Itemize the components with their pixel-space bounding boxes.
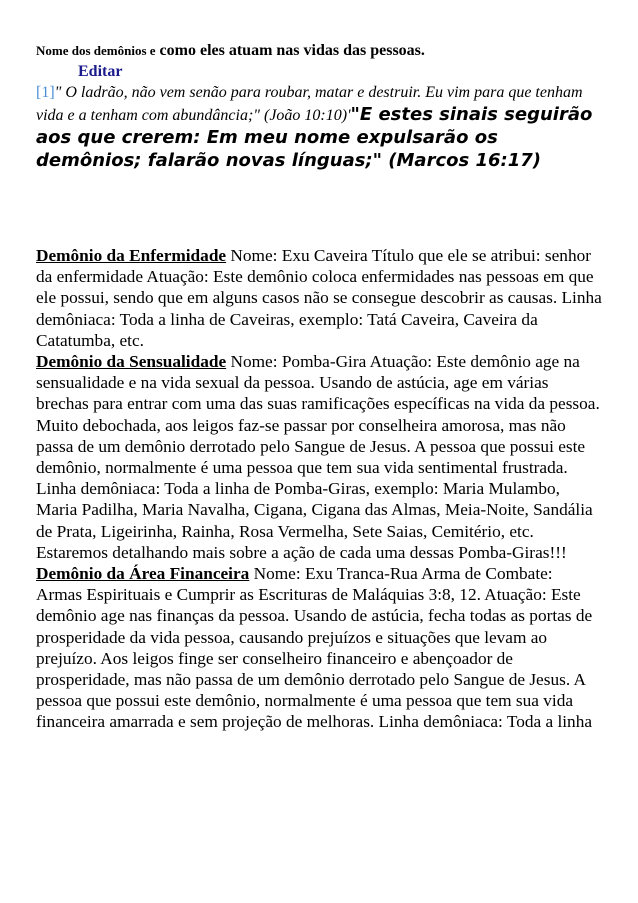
document-page (36, 40, 602, 733)
title-large-part: como eles atuam nas vidas das pessoas. (155, 42, 425, 59)
section-financeira (36, 563, 602, 733)
quote-italic-text: " O ladrão, não vem senão para roubar, matar e destruir. Eu vim para que tenham vida e a tenham com abundância;" (João 10:10)' (36, 84, 583, 124)
section-enfermidade (36, 245, 602, 351)
scripture-quote (36, 82, 602, 173)
page-title (36, 40, 602, 62)
section-title: Demônio da Sensualidade (36, 352, 227, 372)
section-title: Demônio da Enfermidade (36, 246, 227, 265)
edit-link[interactable]: Editar (78, 63, 123, 80)
section-title: Demônio da Área Financeira (36, 564, 250, 584)
sections-body (36, 245, 602, 733)
section-text: Nome: Exu Caveira Título que ele se atribui: senhor da enfermidade Atuação: Este demônio coloca enfermidades nas pessoas em que ele possui, sendo que em alguns casos não se consegue descobrir as causas. Linha demôniaca: Toda a linha de Caveiras, exemplo: Tatá Caveira, Caveira da Catatumba, etc. (36, 246, 602, 350)
reference-link[interactable]: [1] (36, 84, 55, 101)
spacer (36, 173, 602, 245)
title-small-part: Nome dos demônios e (36, 43, 156, 58)
section-text: Nome: Exu Tranca-Rua Arma de Combate: Armas Espirituais e Cumprir as Escrituras de Maláquias 3:8, 12. Atuação: Este demônio age nas finanças da pessoa. Usando de astúcia, fecha todas as portas de prosperidade da vida pessoa, causando prejuízos e situações que levam ao prejuízo. Aos leigos finge ser conselheiro financeiro e abençoador de prosperidade, mas não passa de um demônio derrotado pelo Sangue de Jesus. A pessoa que possui este demônio, normalmente é uma pessoa que tem sua vida financeira amarrada e sem projeção de melhoras. Linha demôniaca: Toda a linha (36, 564, 593, 732)
section-sensualidade (36, 351, 602, 563)
quote-bold-text: "E estes sinais seguirão aos que crerem: Em meu nome expulsarão os demônios; falarão novas línguas;" (Marcos 16:17) (36, 104, 593, 171)
section-text: Nome: Pomba-Gira Atuação: Este demônio age na sensualidade e na vida sexual da pessoa. Usando de astúcia, age em várias brechas para entrar com uma das suas ramificações específicas na vida da pessoa. Muito debochada, aos leigos faz-se passar por conselheira amorosa, mas não passa de um demônio derrotado pelo Sangue de Jesus. A pessoa que possui este demônio, normalmente é uma pessoa que tem sua vida sentimental frustrada. Linha demôniaca: Toda a linha de Pomba-Giras, exemplo: Maria Mulambo, Maria Padilha, Maria Navalha, Cigana, Cigana das Almas, Meia-Noite, Sandália de Prata, Ligeirinha, Rainha, Rosa Vermelha, Sete Saias, Cemitério, etc. Estaremos detalhando mais sobre a ação de cada uma dessas Pomba-Giras!!! (36, 352, 600, 562)
